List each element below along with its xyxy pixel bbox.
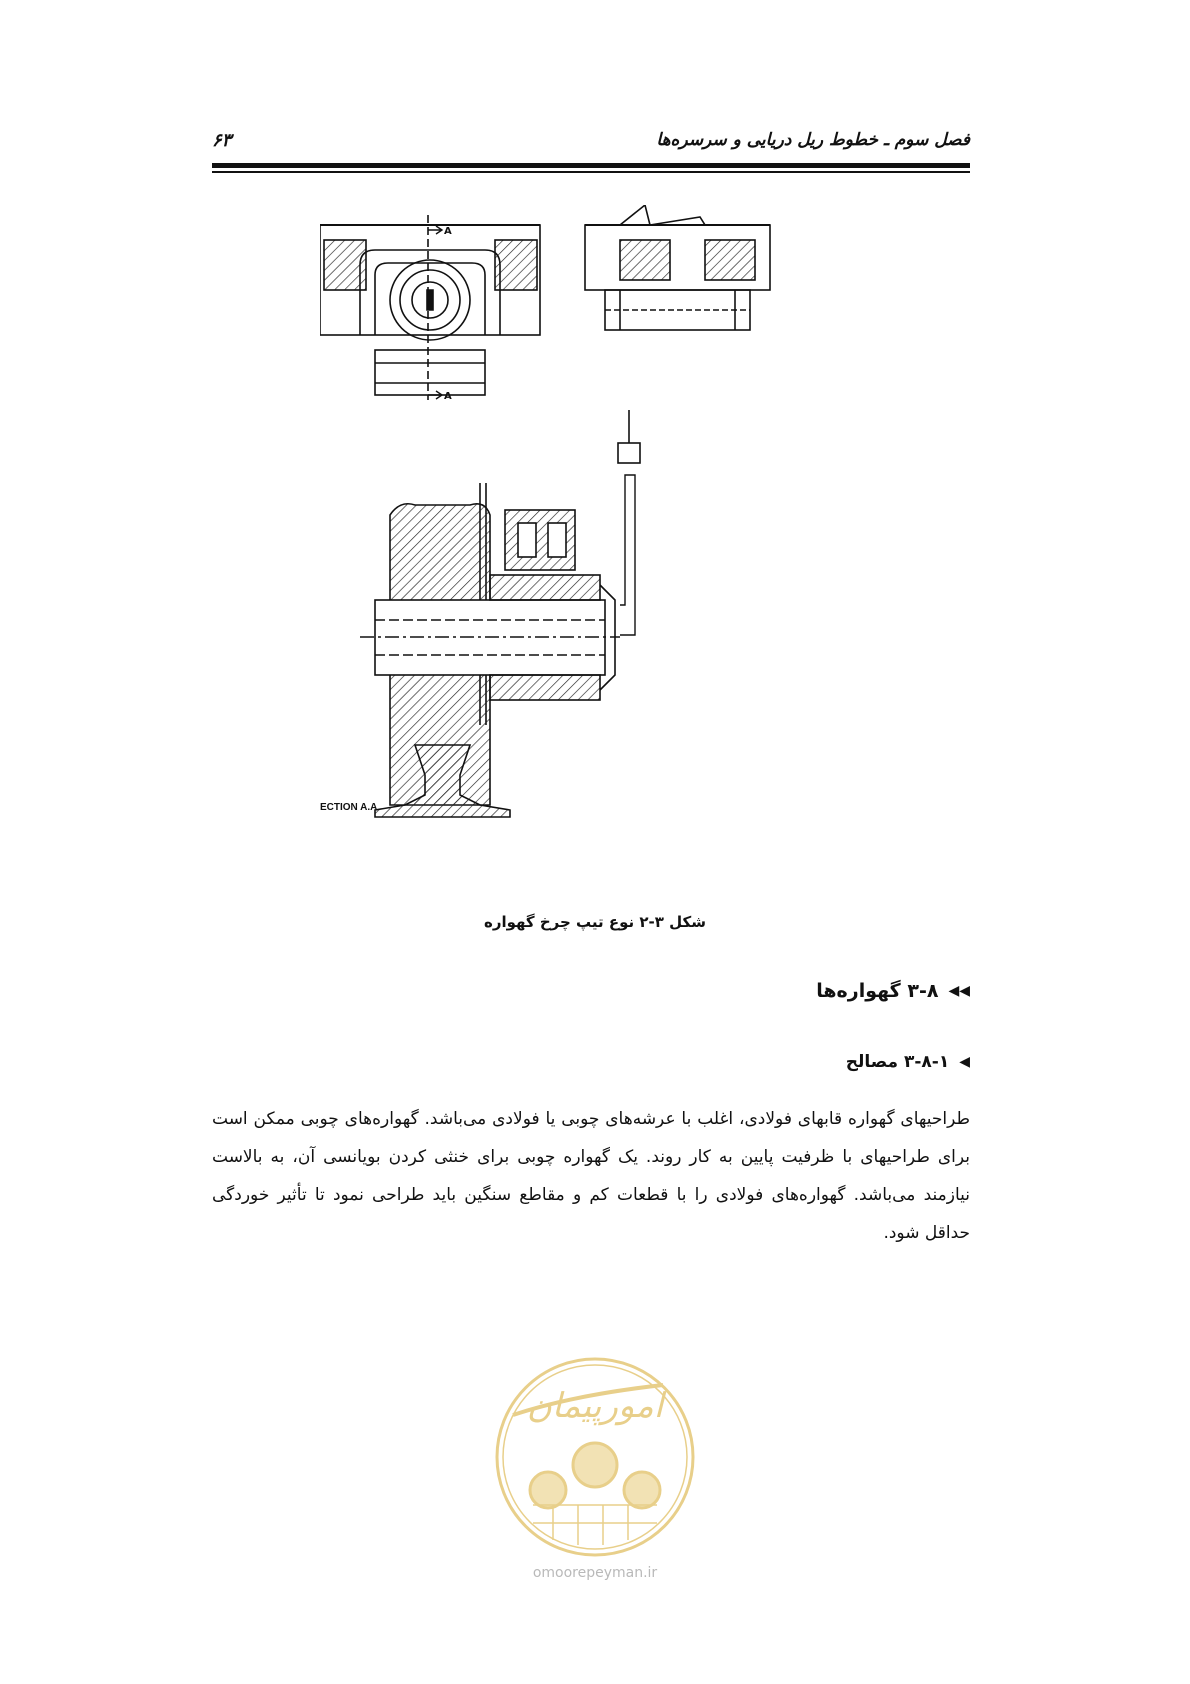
technical-drawing [320,205,920,895]
arrow-label-bottom: A [444,391,452,402]
arrow-label-top: A [444,226,452,237]
double-chevron-left-icon: ◀◀ [948,983,970,999]
subsection-heading-text: ۳-۸-۱ مصالح [845,1052,950,1072]
watermark-url: omoorepeyman.ir [532,1565,658,1581]
page-header [212,130,970,176]
watermark-logo [493,1355,697,1559]
section-heading-text: ۳-۸ گهواره‌ها [816,980,939,1002]
body-paragraph: طراحیهای گهواره قابهای فولادی، اغلب با عرشه‌های چوبی یا فولادی می‌باشد. گهواره‌های چوبی ممکن است برای طراحیهای با ظرفیت پایین به کار روند. یک گهواره چوبی برای خنثی کردن بویانسی آن، به بالاست نیازمند می‌باشد. گهواره‌های فولادی را با قطعات کم و مقاطع سنگین باید طراحی نمود تا تأثیر خوردگی حداقل شود. [212,1109,970,1243]
header-rule-thick [212,163,970,168]
figure-caption: شکل ۳-۲ نوع تیپ چرخ گهواره [483,913,707,931]
wheel-cradle-drawing [320,205,920,895]
chevron-left-icon: ◀ [959,1054,970,1070]
front-view [320,215,540,402]
side-view [585,205,770,330]
chapter-title: فصل سوم ـ خطوط ریل دریایی و سرسره‌ها [656,130,970,150]
section-label: ECTION A.A [320,802,378,813]
logo-emblem-icon [493,1355,697,1559]
header-rule-thin [212,171,970,173]
section-heading [816,980,970,1002]
logo-text: امورپیمان [526,1386,664,1426]
subsection-heading [846,1052,970,1072]
page-number: ۶۳ [212,130,232,151]
section-view [320,410,640,817]
